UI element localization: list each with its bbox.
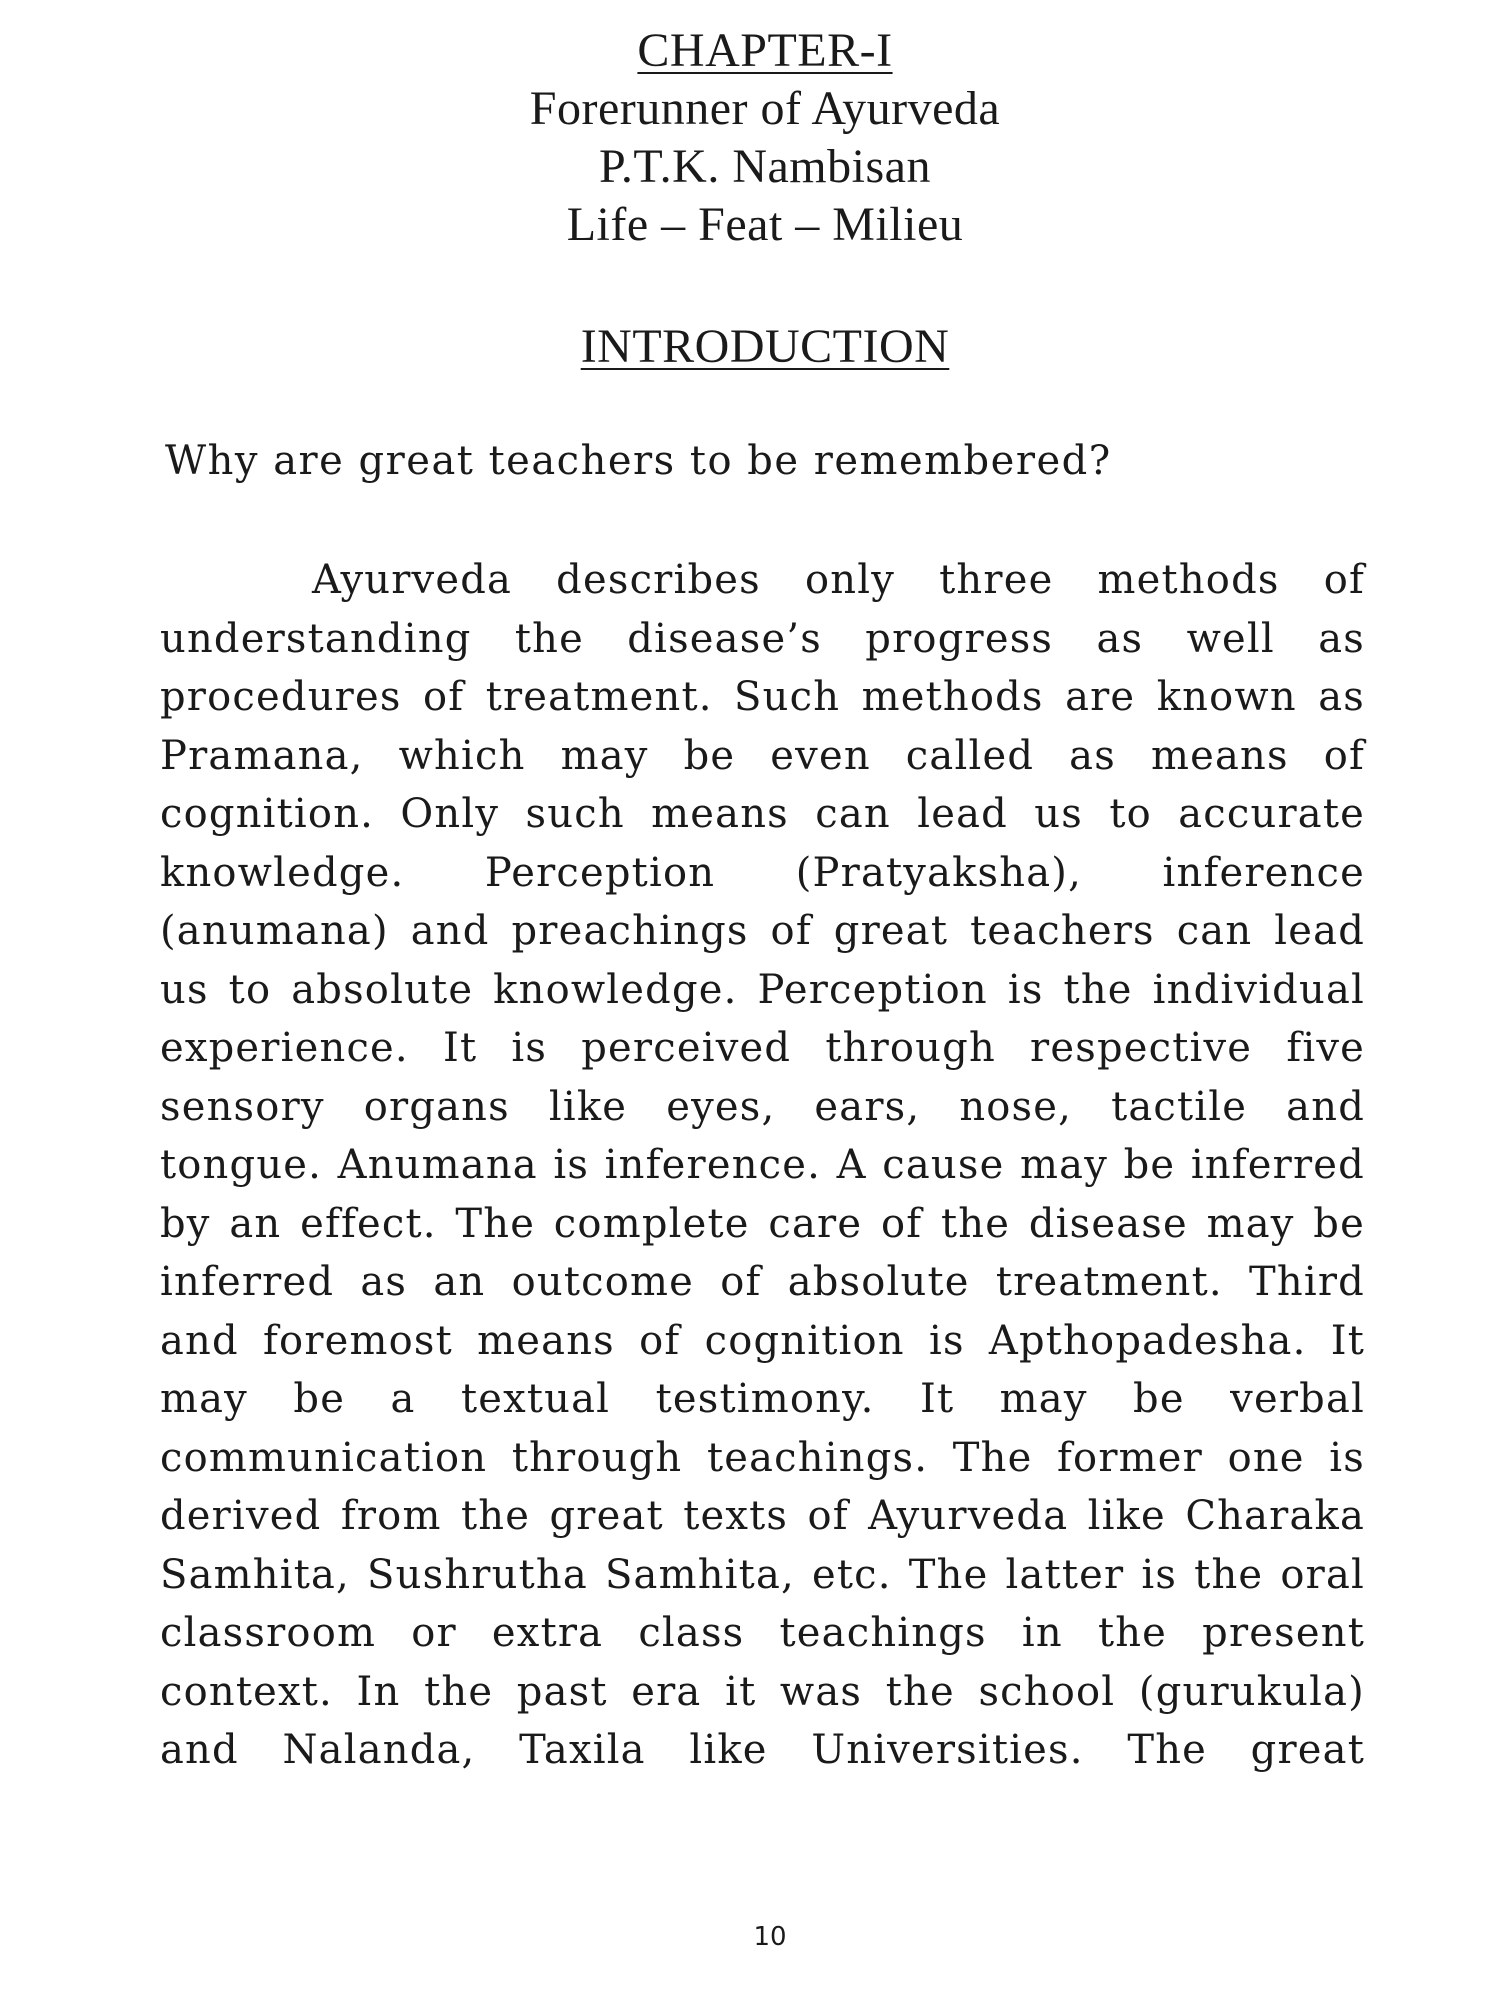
body-paragraph: Ayurveda describes only three methods of understanding the disease’s progress as well as procedures of treatment. Such methods are known as Pramana, which may be even called as means of cognition. Only such means can lead us to accurate knowledge. Perception (Pratyaksha), inference (anumana) and preachings of great teachers can lead us to absolute knowledge. Perception is the individual experience. It is perceived through respective five sensory organs like eyes, ears, nose, tactile and tongue. Anumana is inference. A cause may be inferred by an effect. The complete care of the disease may be inferred as an outcome of absolute treatment. Third and foremost means of cognition is Apthopadesha. It may be a textual testimony. It may be verbal communication through teachings. The former one is derived from the great texts of Ayurveda like Charaka Samhita, Sushrutha Samhita, etc. The latter is the oral classroom or extra class teachings in the present context. In the past era it was the school (gurukula) and Nalanda, Taxila like Universities. The great xyxy=(160,557,1365,1773)
chapter-label: CHAPTER-I xyxy=(637,24,893,77)
section-question: Why are great teachers to be remembered? xyxy=(165,438,1112,484)
author-name: P.T.K. Nambisan xyxy=(599,140,931,193)
section-heading: INTRODUCTION xyxy=(580,320,950,373)
chapter-subtitle: Life – Feat – Milieu xyxy=(566,198,964,251)
chapter-header xyxy=(0,22,1500,254)
page-number: 10 xyxy=(753,1922,787,1952)
chapter-title: Forerunner of Ayurveda xyxy=(529,82,1001,135)
